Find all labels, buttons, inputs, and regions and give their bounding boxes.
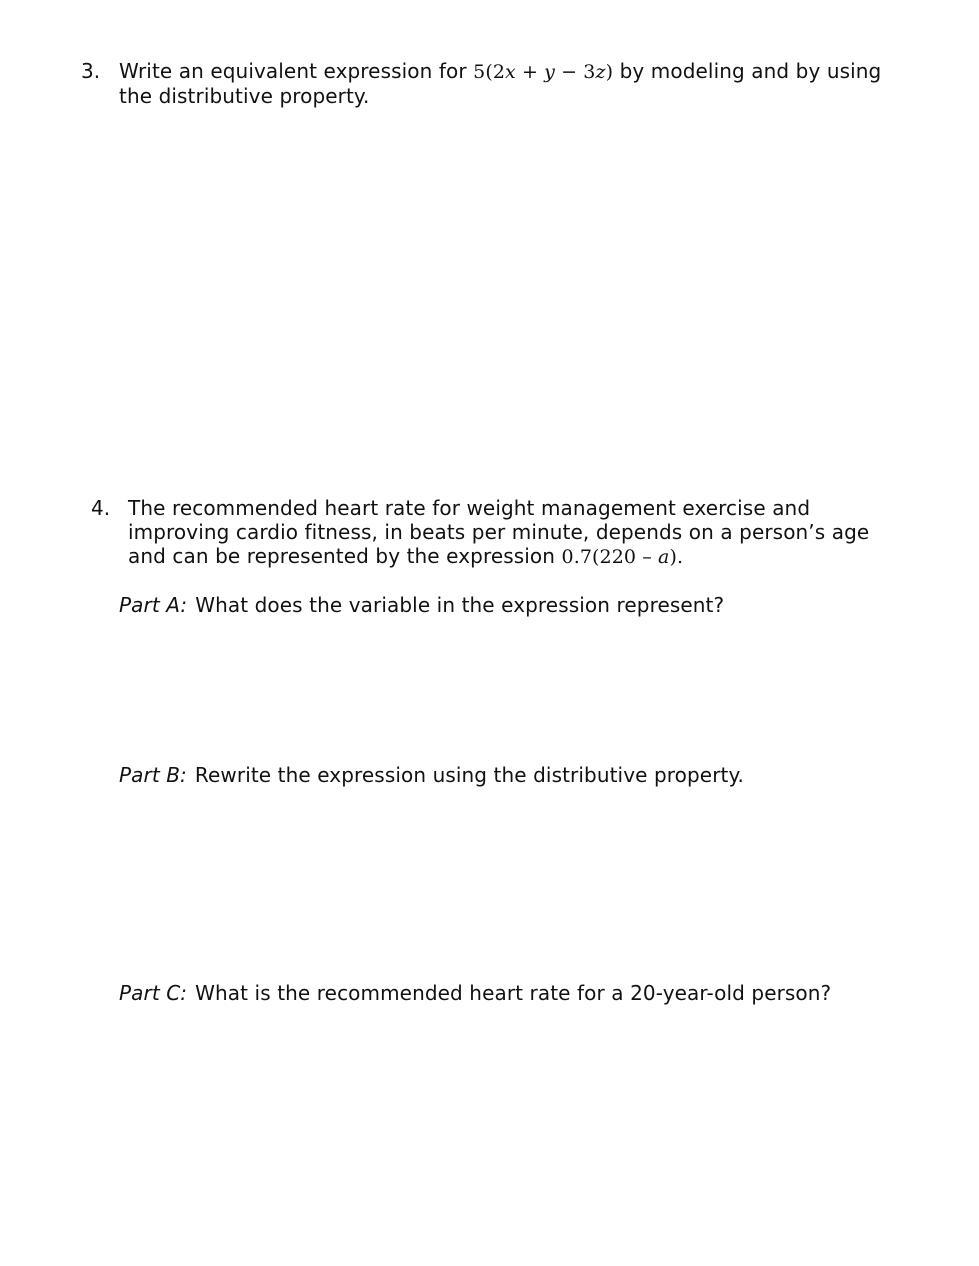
question-4-text-before: and can be represented by the expression: [128, 544, 556, 568]
part-c-text: What is the recommended heart rate for a 20-year-old person?: [195, 981, 832, 1005]
question-3-line-2: the distributive property.: [119, 84, 370, 108]
part-b-label: Part B:: [119, 763, 187, 787]
question-4-number: 4.: [91, 496, 111, 520]
question-4-line-2: improving cardio fitness, in beats per minute, depends on a person’s age: [128, 520, 870, 544]
question-3-text-after: by modeling and by using: [619, 59, 882, 83]
part-a-text: What does the variable in the expression represent?: [195, 593, 725, 617]
part-a-label: Part A:: [119, 593, 188, 617]
question-3-line-1: [119, 59, 881, 84]
part-c-label: Part C:: [119, 981, 188, 1005]
question-4-line-3: [128, 544, 683, 569]
part-c-prompt: [119, 981, 831, 1005]
part-a-prompt: [119, 593, 724, 617]
question-3-number: 3.: [81, 59, 101, 83]
part-b-text: Rewrite the expression using the distributive property.: [194, 763, 745, 787]
question-3-text-before: Write an equivalent expression for: [119, 59, 467, 83]
question-4-line-1: The recommended heart rate for weight management exercise and: [128, 496, 811, 520]
question-4-expression: 0.7(220 – a).: [561, 546, 684, 568]
question-3-expression: 5(2x + y − 3z): [473, 61, 614, 83]
part-b-prompt: [119, 763, 744, 787]
